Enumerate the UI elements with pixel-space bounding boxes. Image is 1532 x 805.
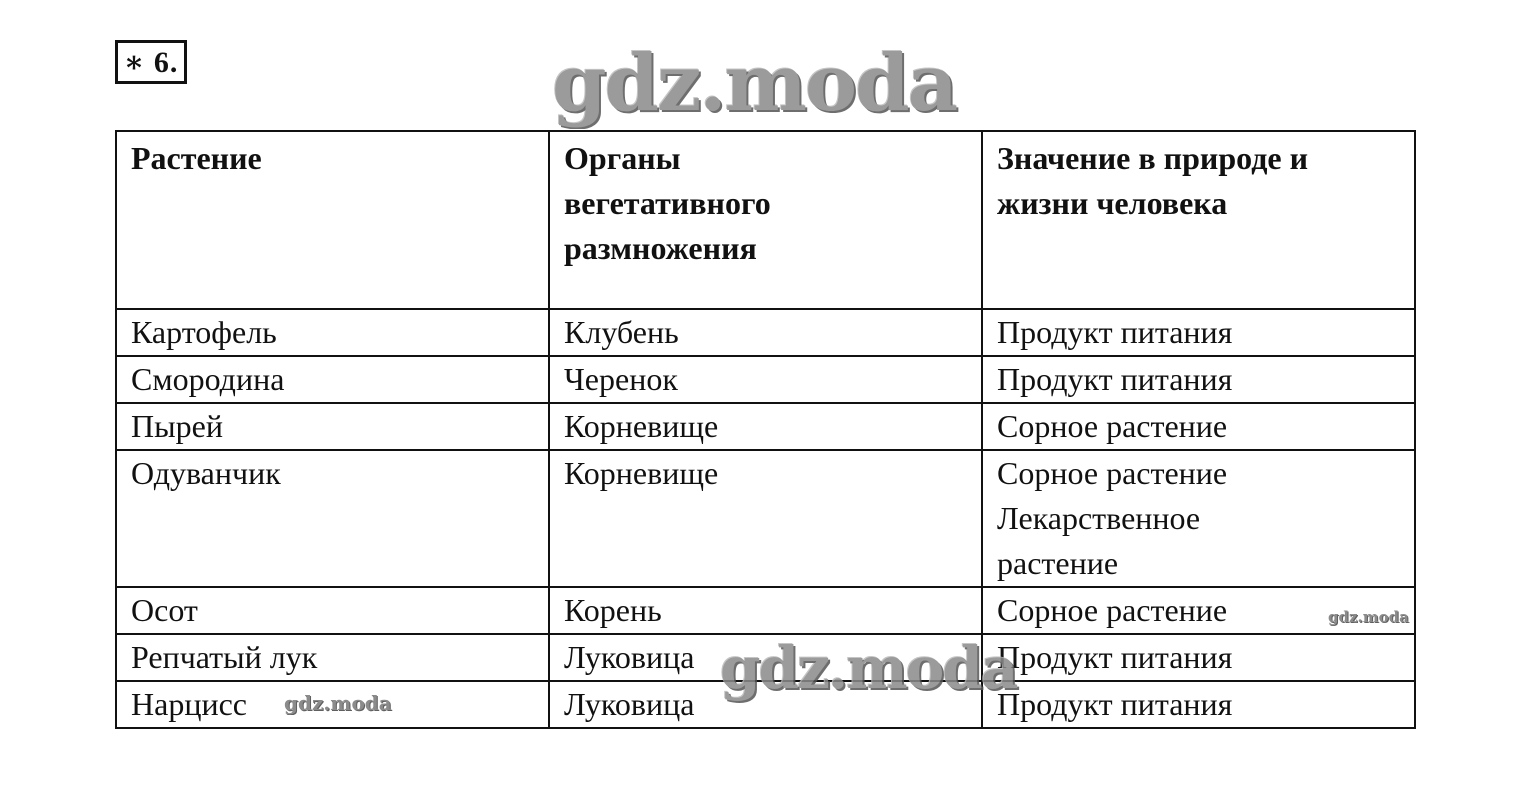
cell-plant: Осот (116, 587, 549, 634)
cell-meaning (982, 309, 1415, 356)
cell-organ: Клубень (549, 309, 982, 356)
watermark-middle: gdz.moda (720, 634, 1017, 702)
cell-meaning (982, 634, 1415, 681)
meaning-line: Сорное растение (997, 408, 1228, 444)
table-row (116, 587, 1415, 634)
answer-table (115, 130, 1416, 729)
cell-plant: Пырей (116, 403, 549, 450)
meaning-line: Продукт питания (997, 314, 1233, 350)
cell-organ: Луковица (549, 634, 982, 681)
header-organs (549, 131, 982, 309)
cell-plant: Смородина (116, 356, 549, 403)
watermark-small-left: gdz.moda (284, 691, 392, 715)
task-number-box (115, 40, 187, 84)
cell-meaning (982, 356, 1415, 403)
cell-meaning (982, 587, 1415, 634)
meaning-line: Продукт питания (997, 361, 1233, 397)
cell-plant: Картофель (116, 309, 549, 356)
cell-meaning (982, 403, 1415, 450)
task-number: ∗ 6. (123, 45, 179, 79)
watermark-small-right: gdz.moda (1328, 608, 1409, 626)
table-row (116, 309, 1415, 356)
table-row (116, 450, 1415, 587)
header-row (116, 131, 1415, 309)
header-organs-text: Органы вегетативного размножения (564, 140, 771, 266)
table-row (116, 634, 1415, 681)
cell-organ: Луковица (549, 681, 982, 728)
cell-organ: Корневище (549, 450, 982, 587)
cell-organ: Корневище (549, 403, 982, 450)
cell-plant: Одуванчик (116, 450, 549, 587)
cell-meaning (982, 450, 1415, 587)
cell-plant: Нарцисс (116, 681, 549, 728)
table-row (116, 681, 1415, 728)
table-row (116, 403, 1415, 450)
meaning-line: Сорное растение (997, 455, 1228, 491)
meaning-line: Лекарственное (997, 500, 1201, 536)
cell-organ: Корень (549, 587, 982, 634)
header-meaning-text: Значение в природе и жизни человека (997, 140, 1309, 221)
meaning-line: растение (997, 545, 1119, 581)
header-meaning (982, 131, 1415, 309)
cell-organ: Черенок (549, 356, 982, 403)
cell-meaning (982, 681, 1415, 728)
meaning-line: Продукт питания (997, 639, 1233, 675)
cell-plant: Репчатый лук (116, 634, 549, 681)
watermark-top: gdz.moda (552, 38, 957, 129)
header-plant: Растение (116, 131, 549, 309)
meaning-line: Продукт питания (997, 686, 1233, 722)
table-row (116, 356, 1415, 403)
meaning-line: Сорное растение (997, 592, 1228, 628)
